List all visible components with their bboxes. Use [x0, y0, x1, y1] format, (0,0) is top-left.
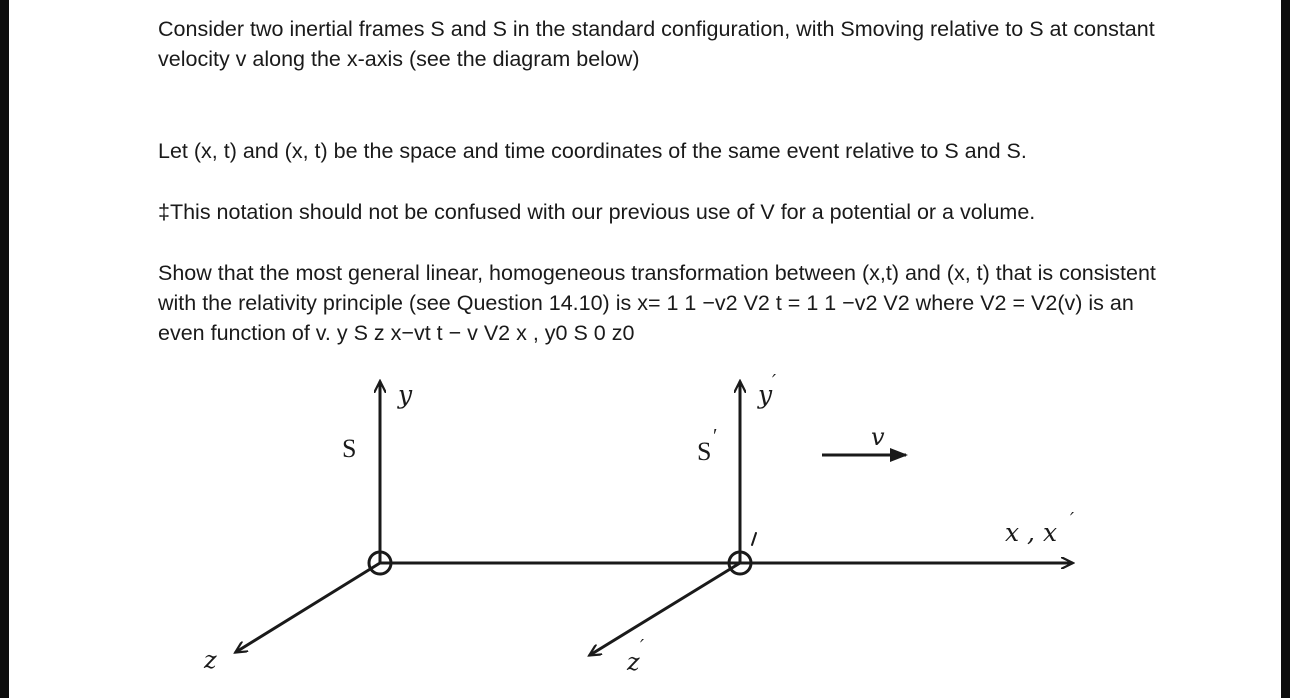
- z-label: z: [204, 646, 217, 674]
- coordinates-paragraph: Let (x, t) and (x, t) be the space and time coordinates of the same event relative to S and S.: [158, 139, 1027, 163]
- x-prime-mark: ′: [1070, 509, 1075, 530]
- z-prime-label: z: [627, 648, 640, 676]
- frame-s-prime-mark: ′: [713, 425, 718, 447]
- z-axis-line: [236, 563, 380, 652]
- z-prime-axis-line: [590, 563, 740, 655]
- origin-prime-tick: [752, 533, 756, 545]
- intro-paragraph: Consider two inertial frames S and S in the standard configuration, with Smoving relative to S at constant velocity v along the x-axis (see the diagram below): [158, 17, 1155, 71]
- y-label: y: [398, 380, 413, 409]
- y-prime-label: y: [758, 380, 773, 409]
- frame-s-prime-label: S: [697, 437, 712, 466]
- task-paragraph: Show that the most general linear, homogeneous transformation between (x,t) and (x, t) that is consistent with the relativity principle (see Question 14.10) is x= 1 1 −v2 V2 t = 1 1 −v2 V2 where V2 = V2(v) is an even function of v. y S z x−vt t − v V2 x , y0 S 0 z0: [158, 261, 1156, 345]
- footnote-paragraph: ‡This notation should not be confused with our previous use of V for a potential or a volume.: [158, 200, 1036, 224]
- frame-s-label: S: [342, 434, 357, 463]
- y-prime-mark: ′: [772, 371, 777, 392]
- z-prime-mark: ′: [640, 636, 645, 657]
- x-axis-label: x , x: [1005, 518, 1058, 547]
- velocity-label: v: [871, 423, 885, 451]
